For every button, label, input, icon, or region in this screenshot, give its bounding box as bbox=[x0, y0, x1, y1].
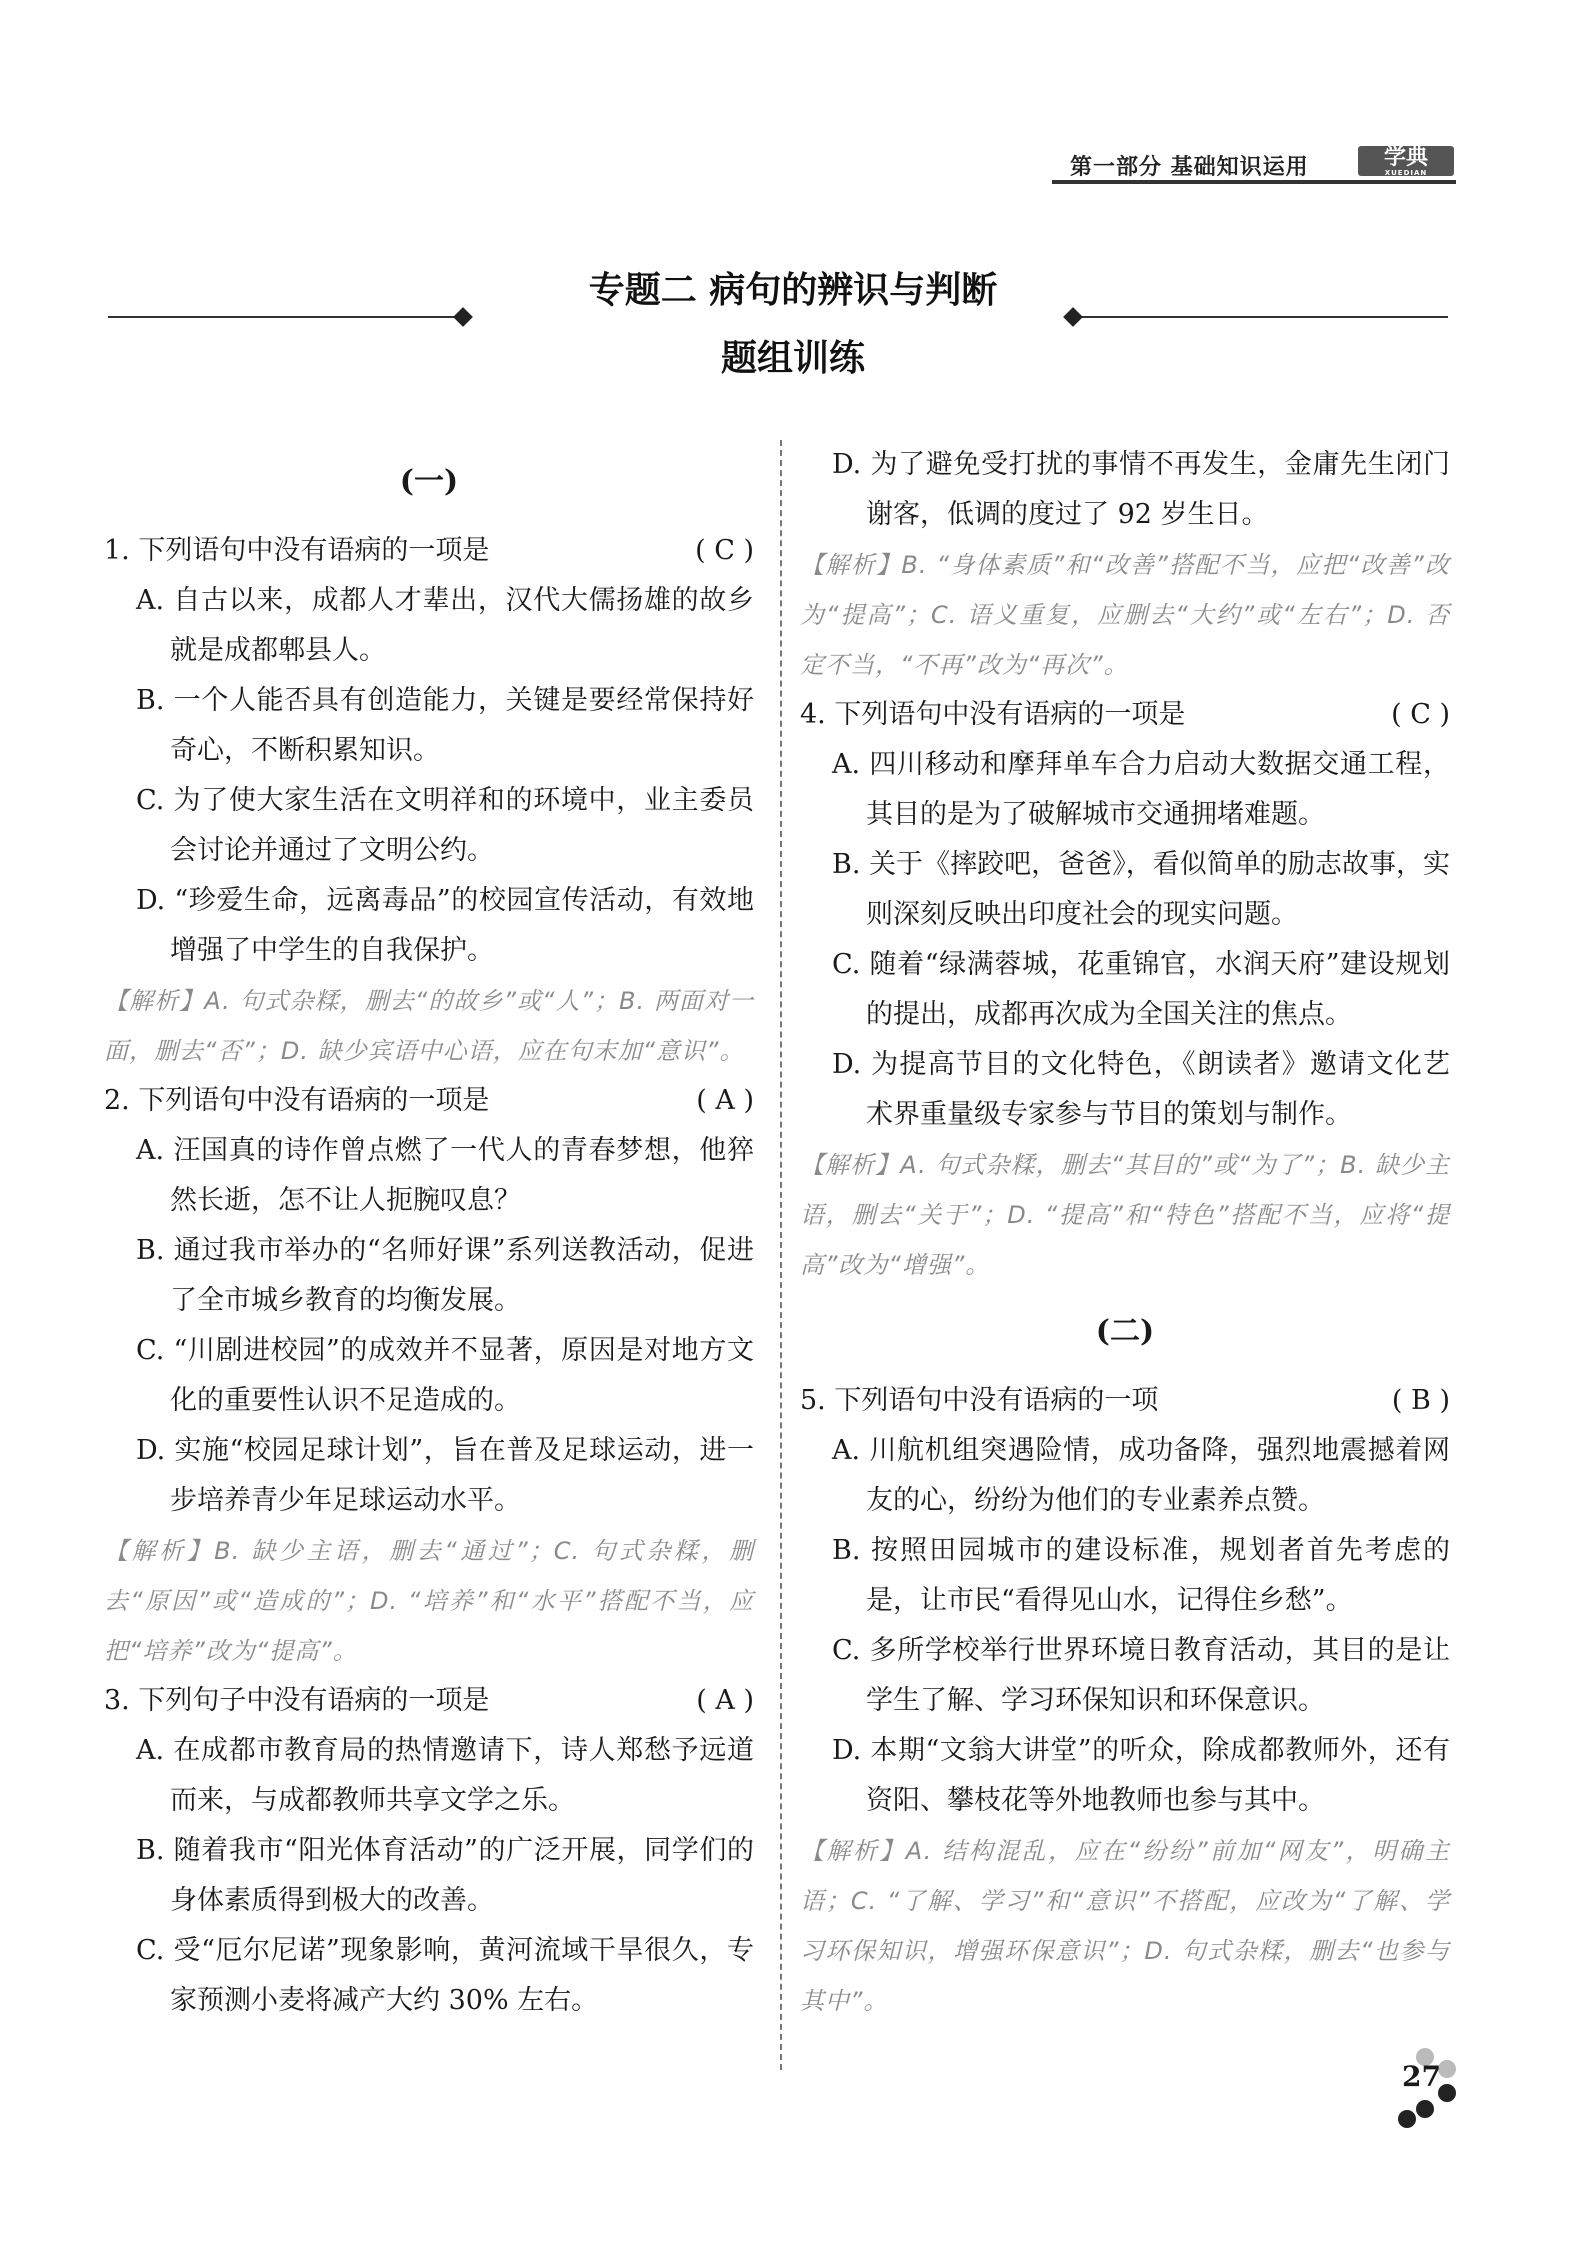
section-heading-two: (二) bbox=[1095, 1314, 1155, 1349]
page-title: 专题二 病句的辨识与判断 bbox=[588, 270, 998, 311]
option: C. “川剧进校园”的成效并不显著，原因是对地方文化的重要性认识不足造成的。 bbox=[136, 1335, 754, 1416]
option: A. 汪国真的诗作曾点燃了一代人的青春梦想，他猝然长逝，怎不让人扼腕叹息？ bbox=[136, 1135, 754, 1216]
analysis-note: 【解析】A. 句式杂糅，删去“其目的”或“为了”；B. 缺少主语，删去“关于”；D. “提高”和“特色”搭配不当，应将“提高”改为“增强”。 bbox=[800, 1151, 1450, 1279]
option: C. 为了使大家生活在文明祥和的环境中，业主委员会讨论并通过了文明公约。 bbox=[136, 785, 754, 866]
option: D. 本期“文翁大讲堂”的听众，除成都教师外，还有资阳、攀枝花等外地教师也参与其中。 bbox=[832, 1735, 1450, 1816]
analysis-note: 【解析】B. “身体素质”和“改善”搭配不当，应把“改善”改为“提高”；C. 语义重复，应删去“大约”或“左右”；D. 否定不当，“不再”改为“再次”。 bbox=[800, 551, 1450, 679]
left-column bbox=[104, 440, 754, 2026]
answer-key: ( B ) bbox=[1391, 1385, 1450, 1416]
option: D. 为提高节目的文化特色，《朗读者》邀请文化艺术界重量级专家参与节目的策划与制作。 bbox=[832, 1049, 1450, 1130]
column-divider bbox=[780, 440, 782, 2070]
analysis-note: 【解析】A. 结构混乱，应在“纷纷”前加“网友”，明确主语；C. “了解、学习”和“意识”不搭配，应改为“了解、学习环保知识，增强环保意识”；D. 句式杂糅，删去“也参与其中”。 bbox=[800, 1837, 1450, 2015]
question-3 bbox=[104, 1676, 754, 1726]
option: A. 川航机组突遇险情，成功备降，强烈地震撼着网友的心，纷纷为他们的专业素养点赞。 bbox=[832, 1435, 1450, 1516]
question-5 bbox=[800, 1376, 1450, 1426]
header-section-label: 第一部分 基础知识运用 bbox=[1070, 155, 1309, 180]
question-stem: 4. 下列语句中没有语病的一项是 bbox=[800, 699, 1186, 730]
brand-name: 学典 bbox=[1383, 145, 1428, 170]
option: B. 一个人能否具有创造能力，关键是要经常保持好奇心，不断积累知识。 bbox=[136, 685, 754, 766]
option: C. 多所学校举行世界环境日教育活动，其目的是让学生了解、学习环保知识和环保意识。 bbox=[832, 1635, 1450, 1716]
option: D. “珍爱生命，远离毒品”的校园宣传活动，有效地增强了中学生的自我保护。 bbox=[136, 885, 754, 966]
question-stem: 2. 下列语句中没有语病的一项是 bbox=[104, 1085, 490, 1116]
decor-dot bbox=[1416, 2100, 1434, 2118]
option: C. 受“厄尔尼诺”现象影响，黄河流域干旱很久，专家预测小麦将减产大约 30% 左右。 bbox=[136, 1935, 754, 2016]
decor-dot bbox=[1398, 2110, 1416, 2128]
option: A. 在成都市教育局的热情邀请下，诗人郑愁予远道而来，与成都教师共享文学之乐。 bbox=[136, 1735, 754, 1816]
answer-key: ( C ) bbox=[1391, 699, 1450, 730]
option: B. 关于《摔跤吧，爸爸》，看似简单的励志故事，实则深刻反映出印度社会的现实问题。 bbox=[832, 849, 1450, 930]
analysis-note: 【解析】B. 缺少主语，删去“通过”；C. 句式杂糅，删去“原因”或“造成的”；D. “培养”和“水平”搭配不当，应把“培养”改为“提高”。 bbox=[104, 1537, 754, 1665]
title-rule-left bbox=[108, 316, 460, 318]
page-subtitle: 题组训练 bbox=[720, 338, 865, 379]
right-column bbox=[800, 440, 1450, 2026]
analysis-note: 【解析】A. 句式杂糅，删去“的故乡”或“人”；B. 两面对一面，删去“否”；D. 缺少宾语中心语，应在句末加“意识”。 bbox=[104, 987, 754, 1065]
question-4 bbox=[800, 690, 1450, 740]
question-1 bbox=[104, 526, 754, 576]
option: A. 四川移动和摩拜单车合力启动大数据交通工程，其目的是为了破解城市交通拥堵难题。 bbox=[832, 749, 1450, 830]
running-header bbox=[1052, 146, 1456, 182]
answer-key: ( A ) bbox=[696, 1085, 754, 1116]
option: B. 通过我市举办的“名师好课”系列送教活动，促进了全市城乡教育的均衡发展。 bbox=[136, 1235, 754, 1316]
question-stem: 5. 下列语句中没有语病的一项 bbox=[800, 1385, 1159, 1416]
question-2 bbox=[104, 1076, 754, 1126]
title-rule-right bbox=[1074, 316, 1448, 318]
question-stem: 1. 下列语句中没有语病的一项是 bbox=[104, 535, 490, 566]
option: A. 自古以来，成都人才辈出，汉代大儒扬雄的故乡就是成都郫县人。 bbox=[136, 585, 754, 666]
option: D. 为了避免受打扰的事情不再发生，金庸先生闭门谢客，低调的度过了 92 岁生日。 bbox=[832, 449, 1450, 530]
question-stem: 3. 下列句子中没有语病的一项是 bbox=[104, 1685, 490, 1716]
brand-logo: 学典 XUEDIAN bbox=[1358, 146, 1454, 176]
answer-key: ( A ) bbox=[696, 1685, 754, 1716]
header-rule bbox=[1052, 180, 1456, 184]
option: B. 按照田园城市的建设标准，规划者首先考虑的是，让市民“看得见山水，记得住乡愁”。 bbox=[832, 1535, 1450, 1616]
option: C. 随着“绿满蓉城，花重锦官，水润天府”建设规划的提出，成都再次成为全国关注的焦点。 bbox=[832, 949, 1450, 1030]
answer-key: ( C ) bbox=[695, 535, 754, 566]
section-heading-one: (一) bbox=[399, 464, 459, 499]
option: D. 实施“校园足球计划”，旨在普及足球运动，进一步培养青少年足球运动水平。 bbox=[136, 1435, 754, 1516]
page-number: 27 bbox=[1402, 2060, 1441, 2093]
option: B. 随着我市“阳光体育活动”的广泛开展，同学们的身体素质得到极大的改善。 bbox=[136, 1835, 754, 1916]
